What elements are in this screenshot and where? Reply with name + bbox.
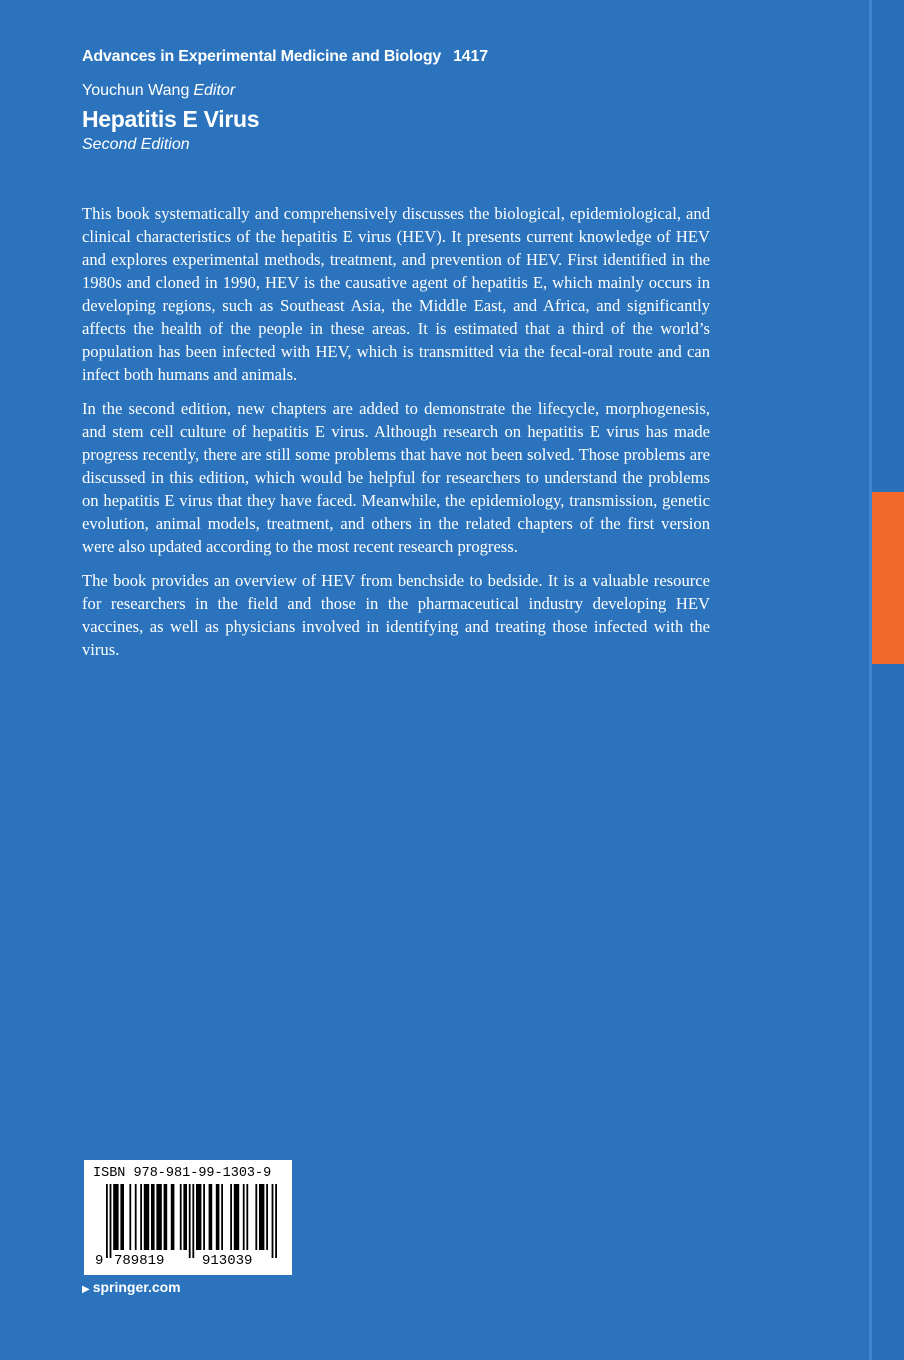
description-paragraph-3: The book provides an overview of HEV from benchside to bedside. It is a valuable resource for researchers in the field and those in the pharmaceutical industry developing HEV vaccines, as well as physicians involved in identifying and treating those infected with the virus. <box>82 571 710 659</box>
series-title: Advances in Experimental Medicine and Biology <box>82 48 442 65</box>
editor-name: Youchun Wang <box>82 82 190 99</box>
barcode-bar-2 <box>113 1184 118 1250</box>
barcode-bar-8 <box>151 1184 155 1250</box>
description-paragraph-1: This book systematically and comprehensively discusses the biological, epidemiological, and clinical characteristics of the hepatitis E virus (HEV). It presents current knowledge of HEV and explores experimental methods, treatment, and prevention of HEV. First identified in the 1980s and cloned in 1990, HEV is the causative agent of hepatitis E, which mainly occurs in developing regions, such as Southeast Asia, the Middle East, and Africa, and significantly affects the health of the people in these areas. It is estimated that a third of the world’s population has been infected with HEV, which is transmitted via the fecal-oral route and can infect both humans and animals. <box>82 204 710 384</box>
barcode-bar-17 <box>203 1184 205 1250</box>
edition-label: Second Edition <box>82 136 190 153</box>
orange-accent-tab <box>872 492 904 664</box>
barcode-bar-7 <box>144 1184 149 1250</box>
barcode-bar-23 <box>243 1184 245 1250</box>
barcode-bar-22 <box>234 1184 239 1250</box>
volume-number: 1417 <box>453 48 488 65</box>
barcode-bar-0 <box>106 1184 108 1258</box>
website-link[interactable] <box>82 1279 181 1295</box>
barcode-bar-24 <box>246 1184 248 1250</box>
spine-area <box>872 0 904 1360</box>
editor-line <box>82 81 488 101</box>
barcode-bar-3 <box>120 1184 124 1250</box>
barcode-bar-4 <box>129 1184 131 1250</box>
barcode-bar-1 <box>110 1184 112 1258</box>
barcode-first-digit: 9 <box>95 1253 104 1269</box>
isbn-label: ISBN 978-981-99-1303-9 <box>93 1166 272 1181</box>
website-url: springer.com <box>92 1279 181 1295</box>
book-title: Hepatitis E Virus <box>82 106 260 132</box>
barcode-bar-28 <box>272 1184 274 1258</box>
editor-role: Editor <box>193 82 236 99</box>
barcode-bar-27 <box>266 1184 268 1250</box>
barcode-bar-13 <box>183 1184 187 1250</box>
barcode-right-digits: 913039 <box>202 1253 253 1269</box>
barcode-bar-29 <box>275 1184 277 1258</box>
barcode-bar-26 <box>259 1184 264 1250</box>
barcode-bar-10 <box>164 1184 168 1250</box>
barcode-bar-5 <box>135 1184 137 1250</box>
barcode-box <box>84 1160 292 1275</box>
barcode-left-digits: 789819 <box>114 1253 165 1269</box>
barcode-bar-25 <box>255 1184 257 1250</box>
cover-header <box>82 46 488 156</box>
barcode-bar-19 <box>216 1184 220 1250</box>
barcode-bar-14 <box>189 1184 191 1258</box>
barcode-bar-9 <box>156 1184 161 1250</box>
triangle-right-icon: ▶ <box>82 1284 90 1295</box>
description-paragraph-2: In the second edition, new chapters are added to demonstrate the lifecycle, morphogenesis, and stem cell culture of hepatitis E virus. Although research on hepatitis E virus has made progress recently, there are still some problems that have not been solved. Those problems are discussed in this edition, which would be helpful for researchers to understand the problems on hepatitis E virus that they have faced. Meanwhile, the epidemiology, transmission, genetic evolution, animal models, treatment, and others in the related chapters of the first version were also updated according to the most recent research progress. <box>82 399 710 556</box>
series-line <box>82 46 488 68</box>
barcode-bar-16 <box>196 1184 201 1250</box>
barcode-bar-20 <box>221 1184 223 1250</box>
book-description <box>82 202 710 672</box>
barcode-bar-21 <box>230 1184 232 1250</box>
barcode-bar-12 <box>180 1184 182 1250</box>
barcode-bar-15 <box>192 1184 194 1258</box>
barcode-bar-11 <box>171 1184 175 1250</box>
barcode-bar-18 <box>209 1184 213 1250</box>
barcode-bar-6 <box>140 1184 142 1250</box>
